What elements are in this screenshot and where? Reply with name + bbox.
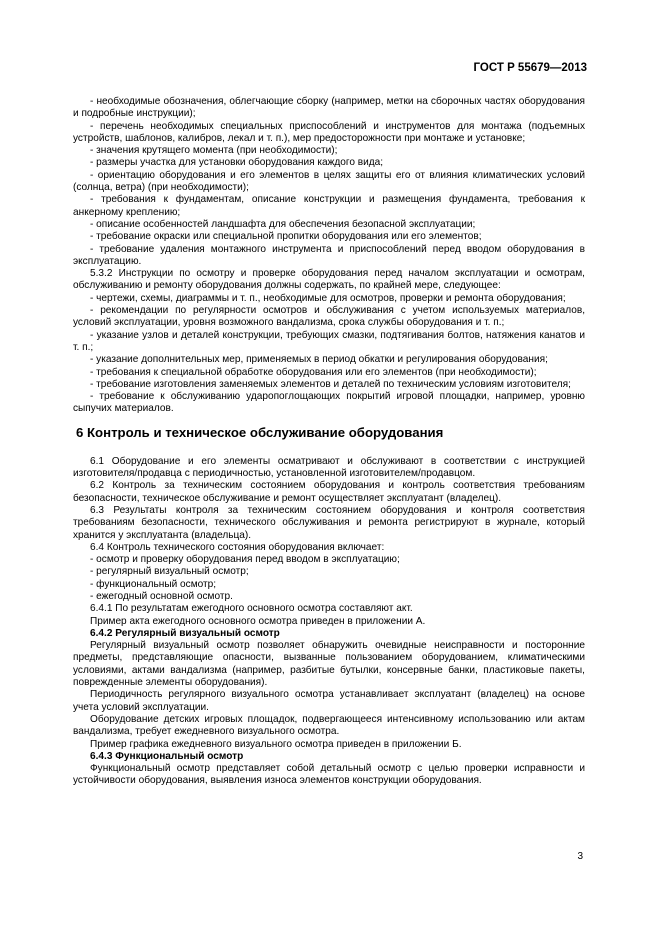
list-item: - размеры участка для установки оборудования каждого вида; bbox=[90, 157, 384, 169]
document-body bbox=[73, 96, 585, 788]
list-item: - требование к обслуживанию ударопоглощающих покрытий игровой площадки, например, уровню сыпучих материалов. bbox=[73, 391, 585, 415]
paragraph: Пример акта ежегодного основного осмотра приведен в приложении А. bbox=[90, 615, 426, 627]
clause-6-2: 6.2 Контроль за техническим состоянием оборудования и контроль соответствия требованиям безопасности, техническое обслуживание и ремонт осуществляет эксплуатант (владелец). bbox=[73, 480, 585, 504]
list-item: - указание дополнительных мер, применяемых в период обкатки и регулирования оборудования; bbox=[90, 354, 548, 366]
clause-6-4: 6.4 Контроль технического состояния оборудования включает: bbox=[90, 541, 385, 553]
list-item: - требования к фундаментам, описание конструкции и размещения фундамента, требования к анкерному креплению; bbox=[73, 194, 585, 218]
list-item: - рекомендации по регулярности осмотров и обслуживания с учетом используемых материалов, условий эксплуатации, уровня возможного вандализма, срока службы оборудования и т. п.; bbox=[73, 305, 585, 329]
list-item: - требование удаления монтажного инструмента и приспособлений перед вводом оборудования в эксплуатацию. bbox=[73, 243, 585, 267]
section-heading: 6 Контроль и техническое обслуживание оборудования bbox=[76, 424, 444, 440]
list-item: - значения крутящего момента (при необходимости); bbox=[90, 145, 338, 157]
paragraph: Оборудование детских игровых площадок, подвергающееся интенсивному использованию или актам вандализма, требует ежедневного визуального осмотра. bbox=[73, 713, 585, 738]
list-item: - описание особенностей ландшафта для обеспечения безопасной эксплуатации; bbox=[90, 218, 476, 230]
list-item: - регулярный визуальный осмотр; bbox=[90, 566, 249, 578]
paragraph: Регулярный визуальный осмотр позволяет обнаружить очевидные неисправности и посторонние предметы, представляющие опасности, вызванные пользованием оборудованием, климатическими условиями, актами вандализма (например, разбитые бутылки, консервные банки, пластиковые пакеты, поврежденные элементы оборудования). bbox=[73, 640, 585, 689]
list-item: - перечень необходимых специальных приспособлений и инструментов для монтажа (подъемных устройств, шаблонов, калибров, лекал и т. п.), мер предосторожности при монтаже и установке; bbox=[73, 120, 585, 144]
page-number: 3 bbox=[577, 851, 583, 862]
list-item: - ориентацию оборудования и его элементов в целях защиты его от влияния климатических условий (солнца, ветра) (при необходимости); bbox=[73, 169, 585, 194]
paragraph: Функциональный осмотр представляет собой детальный осмотр с целью проверки исправности и устойчивости оборудования, выявления износа элементов конструкции оборудования. bbox=[73, 763, 585, 787]
list-item: - требование окраски или специальной пропитки оборудования или его элементов; bbox=[90, 231, 482, 243]
document-header: ГОСТ Р 55679—2013 bbox=[473, 62, 587, 74]
list-item: - указание узлов и деталей конструкции, требующих смазки, подтягивания болтов, натяжения канатов и т. п.; bbox=[73, 329, 585, 353]
clause-6-3: 6.3 Результаты контроля за техническим состоянием оборудования и контроля соответствия требованиям безопасности, технического обслуживания и ремонта регистрируют в журнале, который хранится у эксплуатанта (владельца). bbox=[73, 504, 585, 541]
clause-6-1: 6.1 Оборудование и его элементы осматривают и обслуживают в соответствии с инструкцией изготовителя/продавца с периодичностью, установленной изготовителем/продавцом. bbox=[73, 455, 585, 480]
list-item: - функциональный осмотр; bbox=[90, 578, 217, 590]
list-item: - требования к специальной обработке оборудования или его элементов (при необходимости); bbox=[90, 366, 537, 378]
subsection-heading-6-4-2: 6.4.2 Регулярный визуальный осмотр bbox=[90, 627, 280, 639]
list-item: - необходимые обозначения, облегчающие сборку (например, метки на сборочных частях оборудования и подробные инструкции); bbox=[73, 96, 585, 120]
list-item: - требование изготовления заменяемых элементов и деталей по техническим условиям изготовителя; bbox=[90, 378, 571, 390]
clause-6-4-1: 6.4.1 По результатам ежегодного основного осмотра составляют акт. bbox=[90, 603, 413, 615]
list-item: - ежегодный основной осмотр. bbox=[90, 590, 233, 602]
subsection-heading-6-4-3: 6.4.3 Функциональный осмотр bbox=[90, 750, 244, 762]
paragraph: Пример графика ежедневного визуального осмотра приведен в приложении Б. bbox=[90, 738, 462, 750]
paragraph: Периодичность регулярного визуального осмотра устанавливает эксплуатант (владелец) на основе учета условий эксплуатации. bbox=[73, 689, 585, 713]
list-item: - чертежи, схемы, диаграммы и т. п., необходимые для осмотров, проверки и ремонта оборудования; bbox=[90, 292, 566, 304]
list-item: - осмотр и проверку оборудования перед вводом в эксплуатацию; bbox=[90, 554, 400, 566]
clause-5-3-2: 5.3.2 Инструкции по осмотру и проверке оборудования перед началом эксплуатации и осмотрам, обслуживанию и ремонту оборудования должны содержать, по крайней мере, следующее: bbox=[73, 268, 585, 292]
